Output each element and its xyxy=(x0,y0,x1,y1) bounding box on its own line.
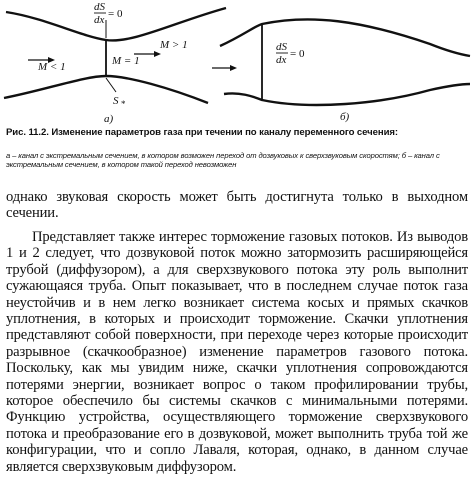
mach-sub-label: M < 1 xyxy=(38,61,66,73)
paragraph-2 xyxy=(6,229,468,475)
throat-leader-line xyxy=(106,78,116,92)
flow-arrow-b-head xyxy=(230,65,237,71)
throat-label-sub: * xyxy=(121,99,126,109)
mach-one-label: M = 1 xyxy=(112,55,140,67)
eq-label-b-suffix: = 0 xyxy=(290,48,305,60)
eq-label-a-num: dS xyxy=(94,1,105,13)
eq-label-b-num: dS xyxy=(276,41,287,53)
flow-arrow-a2-head xyxy=(154,51,161,57)
paragraph-2-text: Представляет также интерес торможение газовых потоков. Из выводов 1 и 2 следует, что дозвуковой поток можно затормозить расширяющейся трубой (диффузором), а для сверхзвукового потока эту роль выполнит сужающаяся труба. Опыт показывает, что в последнем случае поток газа неустойчив и в нем легко возникает система косых и прямых скачков уплотнения, в которых и происходит торможение. Скачки уплотнения представляют собой поверхности, при переходе через которые происходит разрывное (скачкообразное) изменение параметров газового потока. Поскольку, как мы увидим ниже, скачки уплотнения сопровождаются потерями энергии, возникает вопрос о таком профилировании трубы, которое обеспечило бы системы скачков с минимальными потерями. Функцию устройства, осуществляющего торможение сверхзвукового потока и преобразование его в дозвуковой, может выполнить труба той же конфигурации, что и сопло Лаваля, которая, однако, в данном случае является сверхзвуковым диффузором. xyxy=(6,229,468,475)
throat-label: S xyxy=(113,95,119,107)
channel-figure xyxy=(0,0,474,128)
eq-label-b-den: dx xyxy=(276,54,287,66)
figure-caption-title: Рис. 11.2. Изменение параметров газа при течении по каналу переменного сечения: xyxy=(6,127,398,138)
paragraph-1: однако звуковая скорость может быть достигнута только в выходном сечении. xyxy=(6,189,468,222)
figure-caption-description: а – канал с экстремальным сечением, в котором возможен переход от дозвуковых к сверхзвуковым скоростям; б – канал с экстремальным сечением, в котором такой переход невозможен xyxy=(6,151,440,170)
panel-a-label: а) xyxy=(104,113,114,125)
channel-b-top-wall xyxy=(220,19,470,56)
eq-label-a-den: dx xyxy=(94,14,105,26)
eq-label-a-suffix: = 0 xyxy=(108,8,123,20)
channel-a-bottom-wall xyxy=(4,76,208,103)
panel-b-label: б) xyxy=(340,111,350,123)
channel-b-bottom-wall xyxy=(224,84,470,105)
mach-super-label: M > 1 xyxy=(160,39,188,51)
